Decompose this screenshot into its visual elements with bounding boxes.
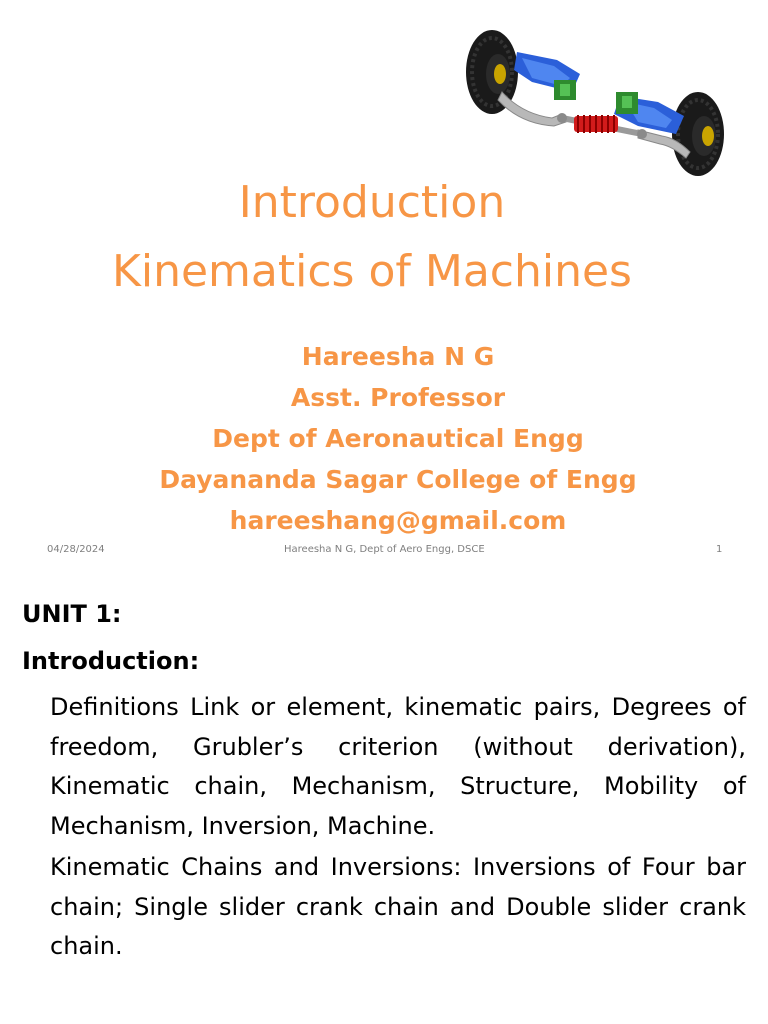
author-info — [0, 336, 768, 541]
unit-heading: UNIT 1: — [22, 600, 122, 628]
kinematic-chains-paragraph: Kinematic Chains and Inversions: Inversions of Four bar chain; Single slider crank chain and Double slider crank chain. — [50, 853, 746, 960]
coil-spring-icon — [574, 115, 618, 133]
author-college: Dayananda Sagar College of Engg — [159, 465, 637, 494]
footer-page-number: 1 — [716, 544, 723, 555]
right-wheel-icon — [672, 92, 724, 176]
author-department: Dept of Aeronautical Engg — [212, 424, 584, 453]
section-heading: Introduction: — [22, 647, 200, 675]
author-email: hareeshang@gmail.com — [229, 506, 567, 535]
definitions-paragraph: Definitions Link or element, kinematic pairs, Degrees of freedom, Grubler’s criterion (without derivation), Kinematic chain, Mechanism, Structure, Mobility of Mechanism, Inversion, Machine. — [50, 693, 746, 840]
author-position: Asst. Professor — [290, 383, 506, 412]
vehicle-axle-suspension-icon — [462, 22, 732, 182]
footer-author: Hareesha N G, Dept of Aero Engg, DSCE — [284, 544, 485, 555]
slide-title-line-1: Introduction — [238, 177, 506, 228]
slide-title-line-2: Kinematics of Machines — [112, 246, 632, 297]
footer-date: 04/28/2024 — [47, 544, 105, 555]
left-frame-icon — [514, 52, 580, 100]
author-name: Hareesha N G — [301, 342, 495, 371]
